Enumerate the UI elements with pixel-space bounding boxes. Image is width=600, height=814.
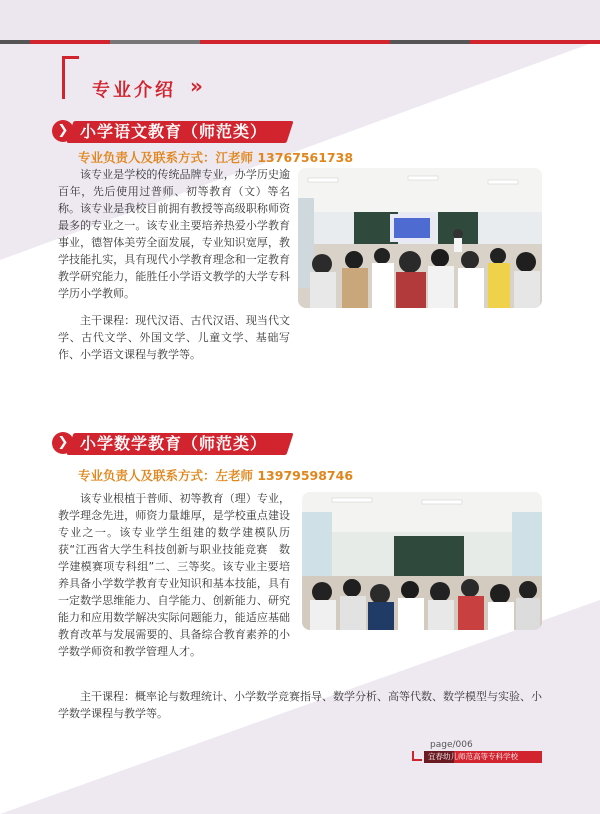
section-courses: 主干课程：概率论与数理统计、小学数学竞赛指导、数学分析、高等代数、数学模型与实验、小学数学课程与教学等。 — [58, 690, 542, 720]
footer-corner-decoration — [412, 751, 422, 761]
chevron-right-icon: ❯ — [52, 432, 74, 454]
page-number: page/006 — [430, 740, 473, 750]
section-banner-math — [52, 432, 292, 456]
section-title: 小学语文教育（师范类） — [80, 122, 268, 141]
section-contact: 专业负责人及联系方式：江老师 13767561738 — [78, 150, 354, 165]
classroom-photo-chinese — [298, 168, 542, 308]
section-description: 该专业根植于普师、初等教育（理）专业，教学理念先进，师资力量雄厚，是学校重点建设专业之一。该专业学生组建的数学建模队历获“江西省大学生科技创新与职业技能竞赛 数学建模赛项专科组”二、三等奖。该专业主要培养具备小学数学教育专业知识和基本技能，具有一定数学思维能力、自学能力、创新能力、研究能力和应用数学解决实际问题能力，能适应基础教育改革与发展需要的、具备综合教育素养的小学数学师资和教学管理人才。 — [58, 492, 290, 658]
background-top-band — [0, 0, 600, 40]
page-title: 专业介绍 — [92, 80, 176, 101]
section-courses: 主干课程：现代汉语、古代汉语、现当代文学、古代文学、外国文学、儿童文学、基础写作、小学语文课程与教学等。 — [58, 314, 290, 361]
footer-school-name: 宜春幼儿师范高等专科学校 — [428, 752, 518, 761]
header-bracket-decoration — [62, 56, 79, 99]
section-banner-chinese — [52, 120, 292, 144]
section-description: 该专业是学校的传统品牌专业，办学历史逾百年，先后使用过普师、初等教育（文）等名称。该专业是我校目前拥有教授等高级职称师资最多的专业之一。该专业主要培养热爱小学教育事业，德智体美劳全面发展，专业知识宽厚，教学技能扎实，具有现代小学教育理念和一定教育教学研究能力，能胜任小学语文教学的大学专科学历小学教师。 — [58, 168, 290, 300]
page-header — [62, 56, 262, 108]
double-chevron-icon: » — [190, 74, 199, 98]
chevron-right-icon: ❯ — [52, 120, 74, 142]
section-contact: 专业负责人及联系方式：左老师 13979598746 — [78, 468, 354, 483]
classroom-photo-math — [302, 492, 542, 630]
section-title: 小学数学教育（师范类） — [80, 434, 268, 453]
